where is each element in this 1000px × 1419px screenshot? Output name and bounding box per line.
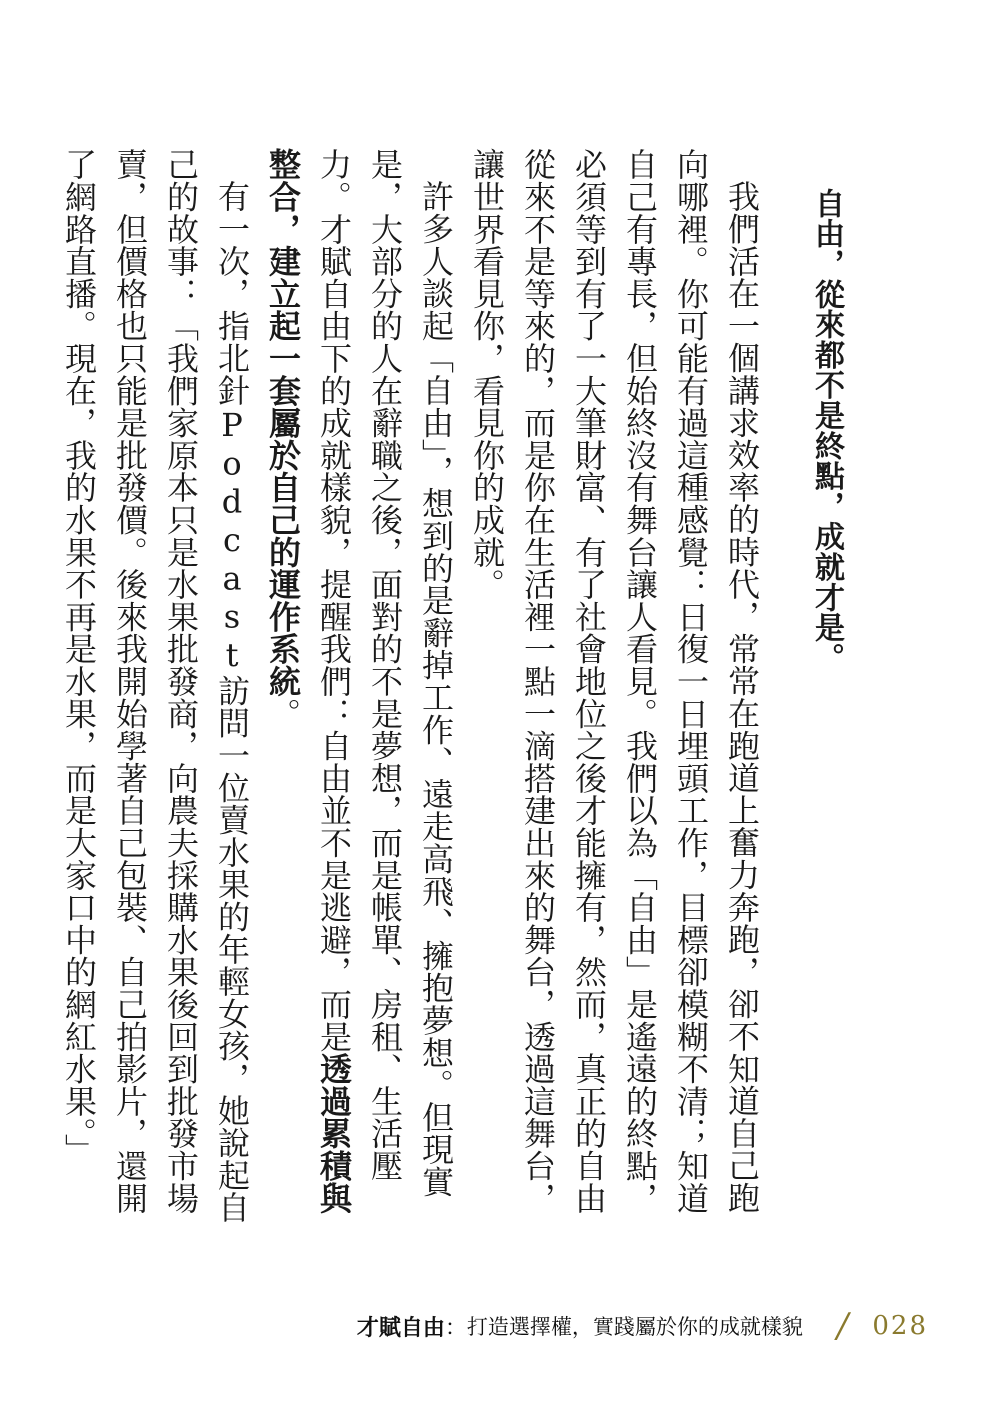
section-heading: 自由，從來都不是終點，成就才是。 xyxy=(809,188,844,673)
page-number: 028 xyxy=(872,1311,928,1341)
vertical-text-body xyxy=(53,148,852,1230)
paragraph-2-text-a: 許多人談起「自由」，想到的是辭掉工作、遠走高飛、擁抱夢想。但現實是，大部分的人在辭職之後，面對的不是夢想，而是帳單、房租、生活壓力。才賦自由下的成就樣貌，提醒我們：自由並不是逃避，而是 xyxy=(315,148,455,1198)
footer-subtitle: 打造選擇權，實踐屬於你的成就樣貌 xyxy=(466,1315,803,1339)
paragraph-1-text: 我們活在一個講求效率的時代，常常在跑道上奮力奔跑，卻不知道自己跑向哪裡。你可能有過這種感覺：日復一日埋頭工作，目標卻模糊不清；知道自己有專長，但始終沒有舞台讓人看見。我們以為「自由」是遙遠的終點，必須等到有了一大筆財富、有了社會地位之後才能擁有，然而，真正的自由從來不是等來的，而是你在生活裡一點一滴搭建出來的舞台，透過這舞台，讓世界看見你，看見你的成就。 xyxy=(468,148,761,1214)
footer-slash-divider: / xyxy=(836,1306,849,1346)
paragraph-3 xyxy=(53,148,257,1230)
paragraph-2-text-b: 。 xyxy=(264,697,302,730)
paragraph-2-bold-phrase: 透過累積與整合，建立起一套屬於自己的運作系統 xyxy=(264,148,353,1214)
footer-book-title: 才賦自由 xyxy=(356,1315,445,1341)
footer-colon: ： xyxy=(444,1315,467,1341)
paragraph-1 xyxy=(461,148,767,1230)
paragraph-3-text: 有一次，指北針Podcast訪問一位賣水果的年輕女孩，她說起自己的故事：「我們家原本只是水果批發商，向農夫採購水果後回到批發市場賣，但價格也只能是批發價。後來我開始學著自己包裝、自己拍影片，還開了網路直播。現在，我的水果不再是水果，而是大家口中的網紅水果。」 xyxy=(60,148,251,1224)
paragraph-2 xyxy=(257,148,461,1230)
running-footer xyxy=(357,1304,928,1348)
